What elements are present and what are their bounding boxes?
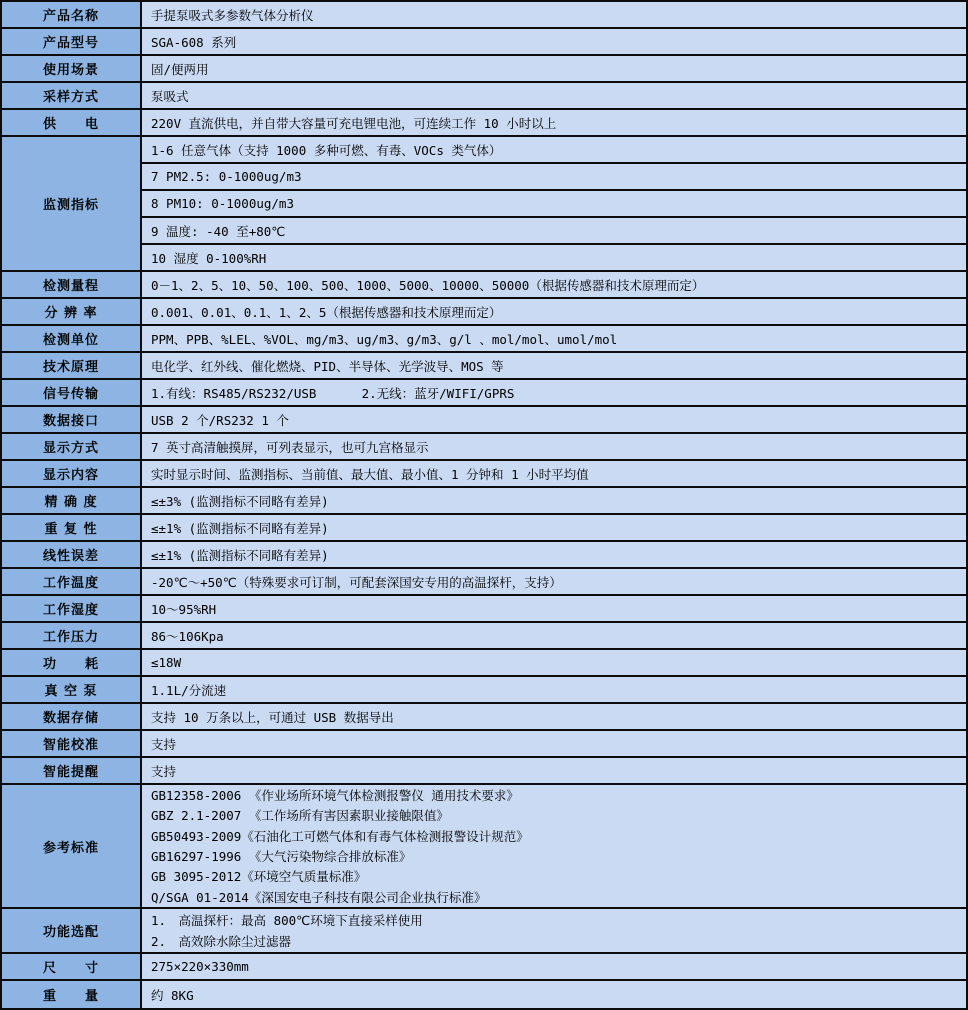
spec-row-product-name [2,2,966,29]
spec-value: 1. 高温探杆：最高 800℃环境下直接采样使用 [151,912,423,928]
spec-value: 8 PM10: 0-1000ug/m3 [142,191,966,218]
spec-label: 工作温度 [2,569,142,594]
spec-row-power [2,110,966,137]
spec-row-data-storage [2,704,966,731]
spec-row-standards [2,785,966,909]
spec-value: 9 温度: -40 至+80℃ [142,218,966,245]
spec-label: 工作湿度 [2,596,142,621]
spec-label: 显示方式 [2,434,142,459]
spec-value: ≤18W [151,655,182,670]
spec-value: 约 8KG [151,987,194,1003]
spec-row-vacuum-pump [2,677,966,704]
spec-label: 功 耗 [2,650,142,675]
spec-label: 智能校准 [2,731,142,756]
spec-row-units [2,326,966,353]
spec-value: 支持 10 万条以上，可通过 USB 数据导出 [151,709,394,725]
spec-label: 使用场景 [2,56,142,81]
spec-value: 固/便两用 [151,61,209,77]
spec-value: 0－1、2、5、10、50、100、500、1000、5000、10000、50000（根据传感器和技术原理而定） [151,277,705,293]
spec-row-display-mode [2,434,966,461]
spec-value: GBZ 2.1-2007 《工作场所有害因素职业接触限值》 [151,808,449,824]
spec-label: 检测单位 [2,326,142,351]
spec-value: 86～106Kpa [151,628,224,644]
spec-label: 数据接口 [2,407,142,432]
spec-label: 重 复 性 [2,515,142,540]
spec-label: 供 电 [2,110,142,135]
spec-value: 实时显示时间、监测指标、当前值、最大值、最小值、1 分钟和 1 小时平均值 [151,466,589,482]
spec-label: 技术原理 [2,353,142,378]
spec-row-consumption [2,650,966,677]
spec-value: 泵吸式 [151,88,189,104]
spec-value: 7 英寸高清触摸屏，可列表显示，也可九宫格显示 [151,439,429,455]
spec-label: 精 确 度 [2,488,142,513]
spec-value: 电化学、红外线、催化燃烧、PID、半导体、光学波导、MOS 等 [151,358,504,374]
spec-row-signal [2,380,966,407]
spec-value: 1.有线：RS485/RS232/USB 2.无线：蓝牙/WIFI/GPRS [151,385,515,401]
spec-value: 10～95%RH [151,601,217,617]
spec-value: 7 PM2.5: 0-1000ug/m3 [142,164,966,191]
spec-label: 参考标准 [2,785,142,907]
spec-value: SGA-608 系列 [151,34,237,50]
spec-row-resolution [2,299,966,326]
spec-row-usage-scene [2,56,966,83]
spec-value: 275×220×330mm [151,959,249,974]
spec-label: 采样方式 [2,83,142,108]
spec-label: 产品名称 [2,2,142,27]
spec-value: ≤±1% (监测指标不同略有差异) [151,547,329,563]
spec-row-linearity [2,542,966,569]
spec-row-range [2,272,966,299]
spec-label: 信号传输 [2,380,142,405]
spec-label: 产品型号 [2,29,142,54]
spec-value: 1.1L/分流速 [151,682,227,698]
spec-label: 数据存储 [2,704,142,729]
spec-value: 10 湿度 0-100%RH [151,250,267,266]
spec-row-display-content [2,461,966,488]
spec-value: -20℃～+50℃（特殊要求可订制，可配套深国安专用的高温探杆，支持） [151,574,562,590]
spec-label: 真 空 泵 [2,677,142,702]
spec-value: 220V 直流供电，并自带大容量可充电锂电池，可连续工作 10 小时以上 [151,115,557,131]
spec-row-model [2,29,966,56]
spec-row-work-temp [2,569,966,596]
spec-value: Q/SGA 01-2014《深国安电子科技有限公司企业执行标准》 [151,889,487,905]
spec-row-accuracy [2,488,966,515]
spec-row-sampling [2,83,966,110]
spec-row-work-humidity [2,596,966,623]
spec-value: 2. 高效除水除尘过滤器 [151,934,292,950]
spec-value: ≤±1% (监测指标不同略有差异) [151,520,329,536]
spec-value: USB 2 个/RS232 1 个 [151,412,289,428]
spec-row-optional-features [2,909,966,954]
spec-value: 1-6 任意气体（支持 1000 多种可燃、有毒、VOCs 类气体） [142,137,966,164]
spec-row-dimensions [2,954,966,981]
spec-label: 重 量 [2,981,142,1008]
spec-value: PPM、PPB、%LEL、%VOL、mg/m3、ug/m3、g/m3、g/l 、mol/mol、umol/mol [151,331,618,347]
spec-label: 检测量程 [2,272,142,297]
spec-label: 线性误差 [2,542,142,567]
spec-row-weight [2,981,966,1008]
spec-row-repeatability [2,515,966,542]
spec-label: 功能选配 [2,909,142,952]
spec-value: 支持 [151,763,177,779]
spec-value: 0.001、0.01、0.1、1、2、5（根据传感器和技术原理而定） [151,304,502,320]
spec-value: GB 3095-2012《环境空气质量标准》 [151,869,367,885]
spec-label: 显示内容 [2,461,142,486]
spec-label: 工作压力 [2,623,142,648]
spec-row-smart-reminder [2,758,966,785]
spec-row-principle [2,353,966,380]
spec-value: GB50493-2009《石油化工可燃气体和有毒气体检测报警设计规范》 [151,828,529,844]
spec-label: 尺 寸 [2,954,142,979]
spec-value: ≤±3% (监测指标不同略有差异) [151,493,329,509]
spec-row-monitor-targets [2,137,966,272]
spec-value: 支持 [151,736,177,752]
spec-value: GB12358-2006 《作业场所环境气体检测报警仪 通用技术要求》 [151,788,519,804]
spec-row-work-pressure [2,623,966,650]
spec-row-smart-calibration [2,731,966,758]
spec-value: 手提泵吸式多参数气体分析仪 [151,7,314,23]
spec-value: GB16297-1996 《大气污染物综合排放标准》 [151,849,412,865]
spec-label: 分 辨 率 [2,299,142,324]
spec-row-data-port [2,407,966,434]
spec-label: 智能提醒 [2,758,142,783]
spec-label: 监测指标 [2,137,142,270]
